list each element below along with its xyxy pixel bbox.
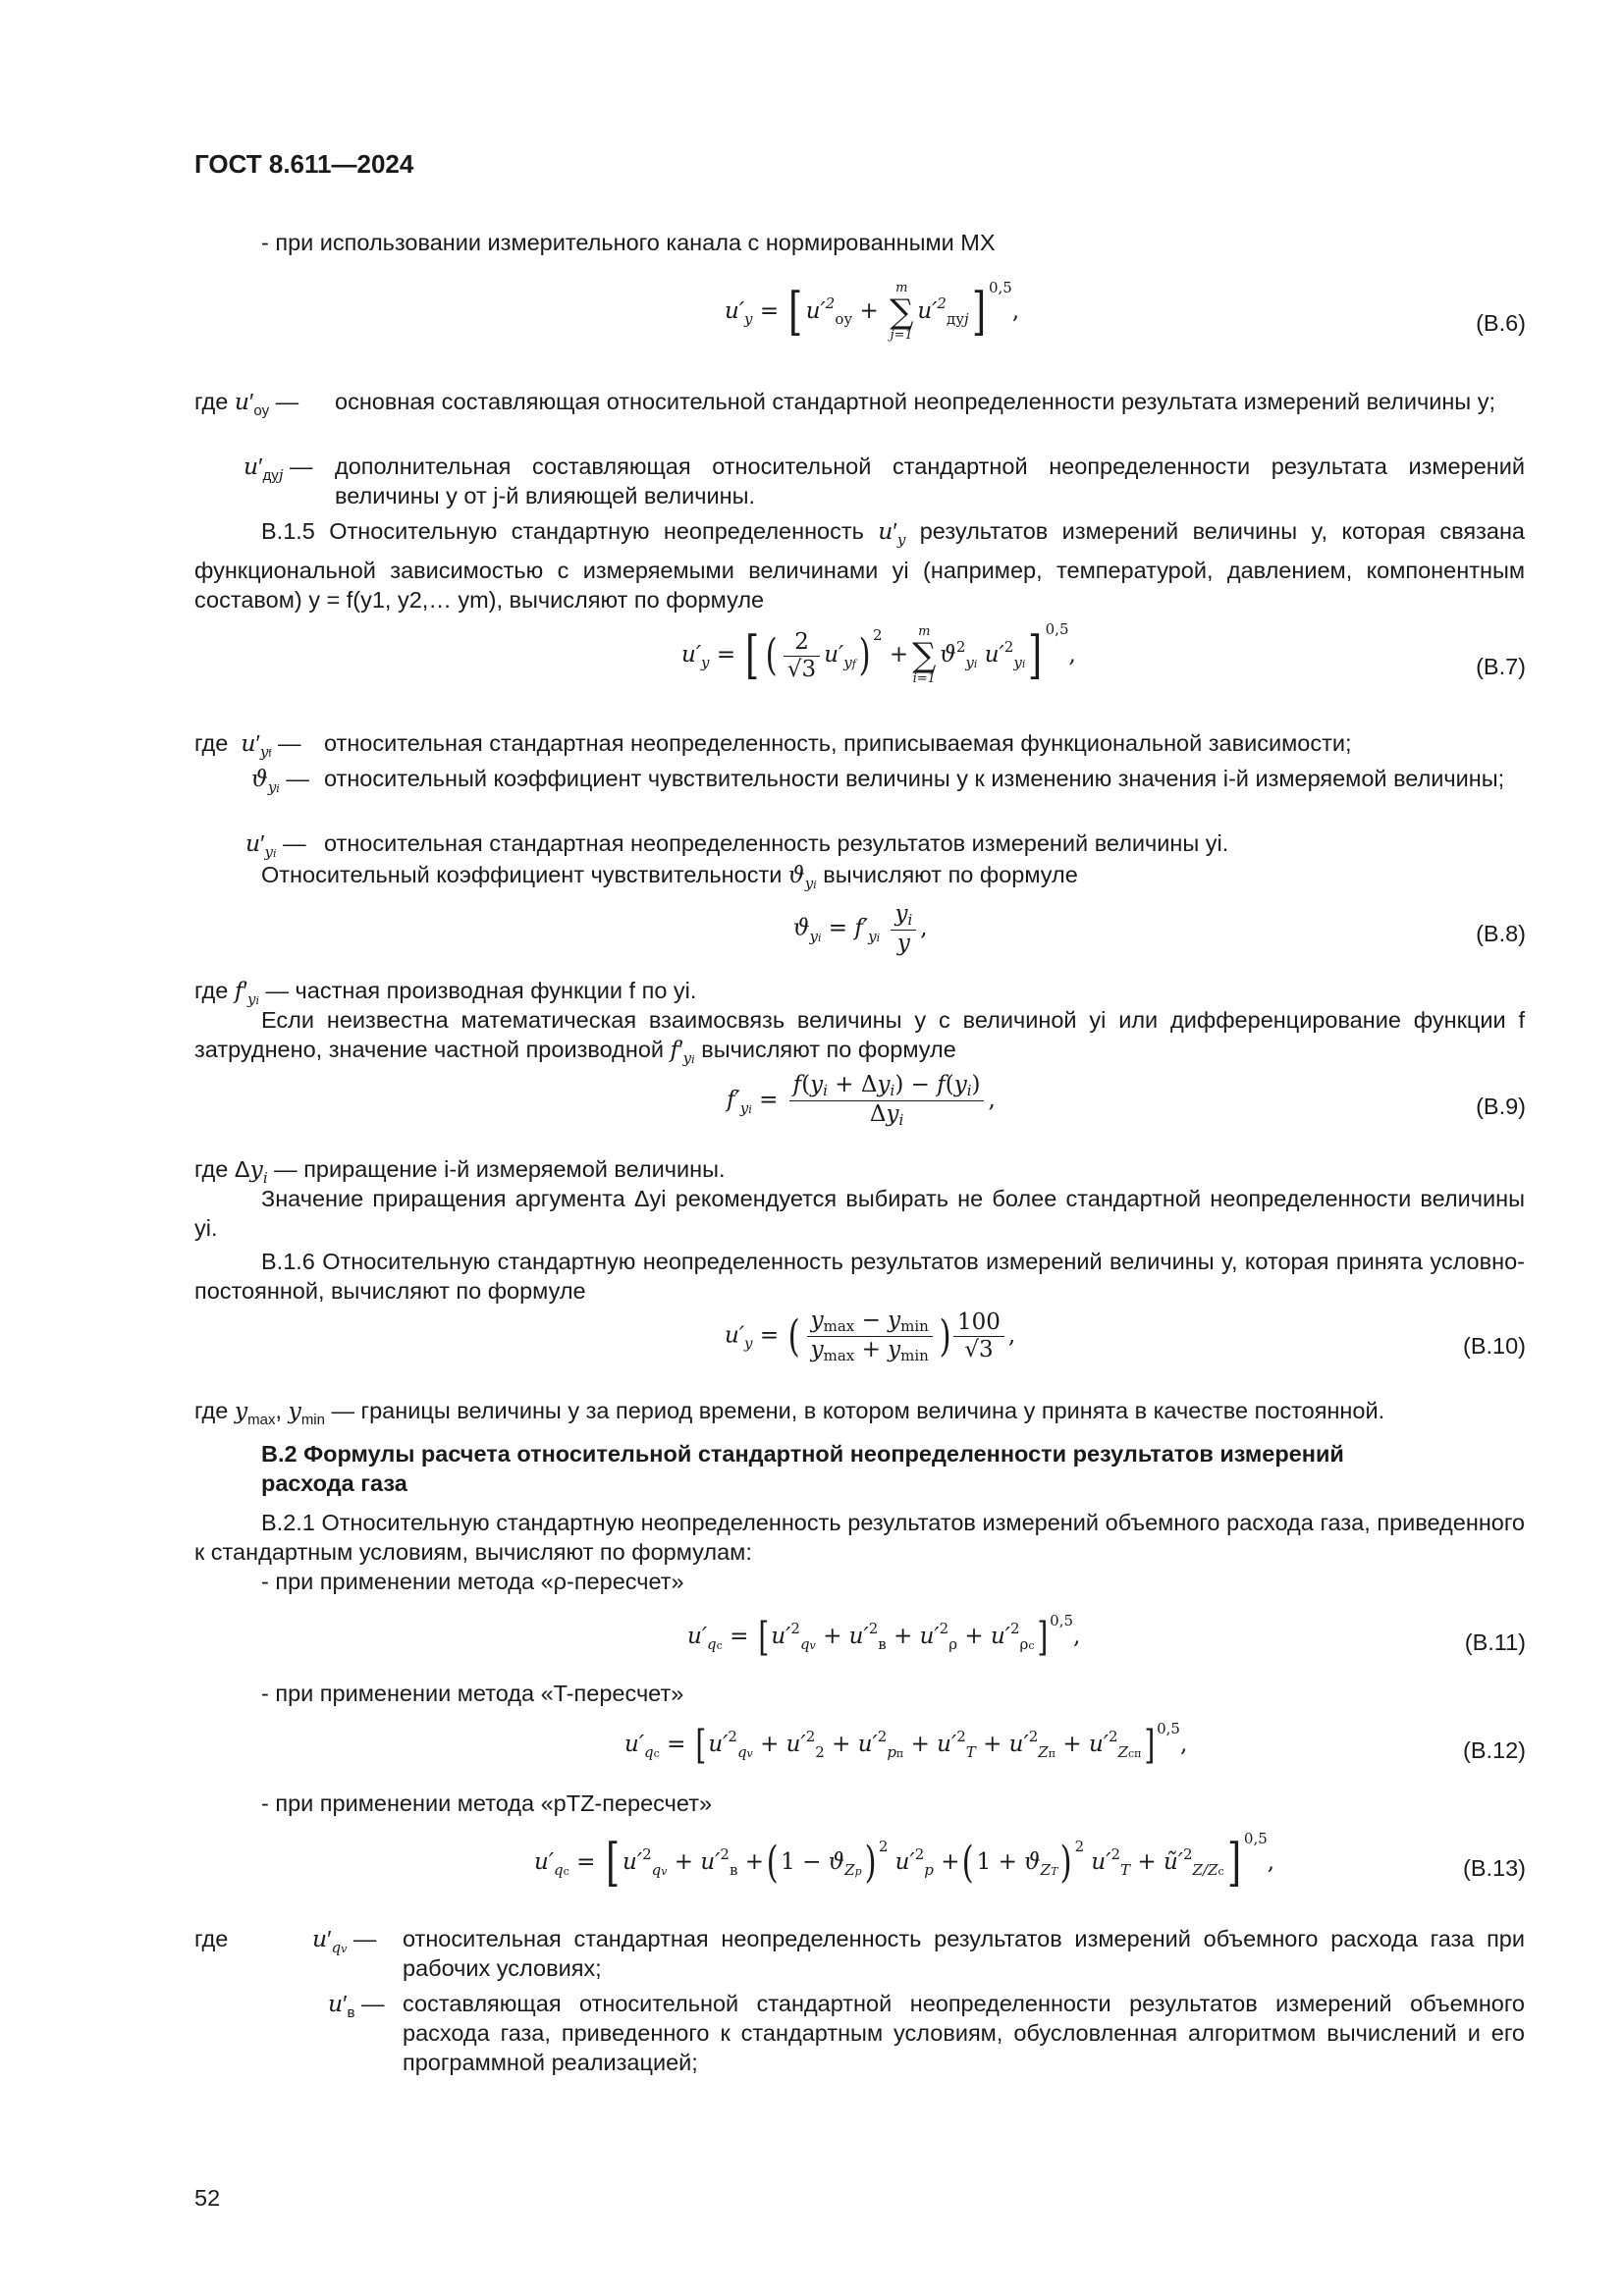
symbol-u-qv: $u'_{qv}$ — — [312, 1925, 377, 1956]
equation-number-b10: (В.10) — [1463, 1333, 1526, 1359]
definition-b13-ub: составляющая относительной стандартной неопределенности результатов измерений объемного расхода газа, приведенного к стандартным условиям, обусловленная алгоритмом вычислений и его программной реализацией; — [403, 1991, 1525, 2075]
ymax-definition: где $y_{max}$, $y_{min}$ — границы величины y за период времени, в котором величина y принята в качестве постоянной. — [194, 1397, 1385, 1428]
delta-y-paragraph: Значение приращения аргумента Δyi рекомендуется выбирать не более стандартной неопределенности величины yi. — [194, 1186, 1525, 1241]
equation-b11: $u'_{qc}$ = [ $u'^2_{qv} + u'^2_в + u'^2_\rho + u'^2_{\rho c}$] $^{0,5}$, — [687, 1612, 1081, 1660]
equation-number-b8: (В.8) — [1476, 921, 1526, 946]
intro-b6-line: - при использовании измерительного канала с нормированными МХ — [261, 230, 996, 255]
equation-number-b11: (В.11) — [1464, 1629, 1526, 1655]
equation-number-b9: (В.9) — [1476, 1094, 1526, 1119]
paragraph-b15: В.1.5 Относительную стандартную неопределенность $u'_y$ результатов измерений величины y, которая связана функциональной зависимостью с измеряемыми величинами yi (например, температурой, давлением, компонентным составом) y = f(y1, y2,… ym), вычисляют по формуле — [194, 517, 1525, 613]
equation-b8: $ϑ_{yi} = f'_{yi}$ $\frac{y_i}{y}$ , — [793, 901, 928, 956]
equation-b10: $u'_y$ = ( $\frac{y_{max} - y_{min}}{y_{max} + y_{min}}$ ) $\frac{100}{√3}$ , — [725, 1308, 1016, 1364]
paragraph-b21: В.2.1 Относительную стандартную неопределенность результатов измерений объемного расхода газа, приведенного к стандартным условиям, вычисляют по формулам: — [194, 1510, 1525, 1565]
document-header: ГОСТ 8.611—2024 — [194, 149, 414, 179]
page-number: 52 — [194, 2185, 221, 2211]
sensitivity-intro: Относительный коэффициент чувствительности $ϑ_{yi}$ вычисляют по формуле — [261, 861, 1078, 892]
delta-y-definition: где $\Delta y_i$ — приращение i-й измеряемой величины. — [194, 1155, 726, 1187]
symbol-theta-yi: $ϑ_{yi}$ — — [251, 765, 309, 796]
definition-b6-add: дополнительная составляющая относительной стандартной неопределенности результата измерений величины y от j-й влияющей величины. — [335, 454, 1525, 508]
where-label: где $u'_{оу}$ — — [194, 388, 299, 419]
symbol-u-b: $u'_в$ — — [328, 1990, 385, 2021]
t-method-line: - при применении метода «T-пересчет» — [261, 1681, 684, 1706]
equation-b6: $u'_y$ = [ $u'^2_{оу} + m$ ∑ $j=1u'^2_{дуj}$] $^{0,5}$, — [725, 279, 1020, 343]
equation-number-b6: (В.6) — [1476, 310, 1526, 336]
definition-b6-main: основная составляющая относительной стандартной неопределенности результата измерений величины y; — [335, 389, 1496, 414]
rho-method-line: - при применении метода «ρ-пересчет» — [261, 1569, 684, 1594]
fderivative-paragraph: Если неизвестна математическая взаимосвязь величины y с величиной yi или дифференцирование функции f затруднено, значение частной производной $f'_{yi}$ вычисляют по формуле — [194, 1007, 1525, 1067]
equation-b13: $u'_{qc}$ = [ $u'^2_{qv} + u'^2_в$ +( $1 - ϑ_{Zp}$) $^2$ $u'^2_p$ +( $1 + ϑ_{ZT}$) $^2$ $u'^2_T$ + $ũ'^2_{Z/Zc}$] $^{0,5}$, — [534, 1830, 1275, 1893]
fderivative-definition: где $f'_{yi}$ — частная производная функции f по yi. — [194, 977, 697, 1008]
ptz-method-line: - при применении метода «pTZ-пересчет» — [261, 1790, 713, 1816]
symbol-u-yi: $u'_{yi}$ — — [245, 829, 306, 861]
equation-b7: $u'_y$ = [ ( $\frac{2}{√3}$ $u'_{yf}$) $^2$ +m ∑ $i=1ϑ^2_{yi}$ $u'^2_{yi}$] $^{0,5}$, — [681, 620, 1076, 686]
equation-b9: $f'_{yi}$ = $\frac{f(y_i + \Delta y_i) - f(y_i)}{\Delta y_i}$ , — [727, 1072, 996, 1129]
equation-b12: $u'_{qc}$ = [ $u'^2_{qv} + u'^2_2 + u'^2_{pп} + u'^2_T + u'^2_{Zп} + u'^2_{Zсп}$] $^{0,5}$, — [624, 1720, 1188, 1768]
where-label-b13: где — [194, 1926, 229, 1951]
definition-b13-uqv: относительная стандартная неопределенность результатов измерений объемного расхода газа при рабочих условиях; — [403, 1926, 1525, 1981]
definition-b7-uyf: относительная стандартная неопределенность, приписываемая функциональной зависимости; — [324, 730, 1352, 756]
equation-number-b12: (В.12) — [1463, 1737, 1526, 1763]
equation-number-b7: (В.7) — [1476, 654, 1526, 679]
equation-number-b13: (В.13) — [1463, 1855, 1526, 1881]
section-b2-heading: В.2 Формулы расчета относительной стандартной неопределенности результатов измерений расхода газа — [261, 1441, 1344, 1496]
symbol-u-dy: $u'_{дуj}$ — — [244, 453, 313, 484]
definition-b7-uyi: относительная стандартная неопределенность результатов измерений величины yi. — [324, 830, 1229, 856]
definition-b7-theta: относительный коэффициент чувствительности величины y к изменению значения i-й измеряемой величины; — [324, 766, 1505, 791]
where-label-b7: где $u'_{yf}$ — — [194, 729, 301, 761]
paragraph-b16: В.1.6 Относительную стандартную неопределенность результатов измерений величины y, которая принята условно-постоянной, вычисляют по формуле — [194, 1249, 1525, 1304]
